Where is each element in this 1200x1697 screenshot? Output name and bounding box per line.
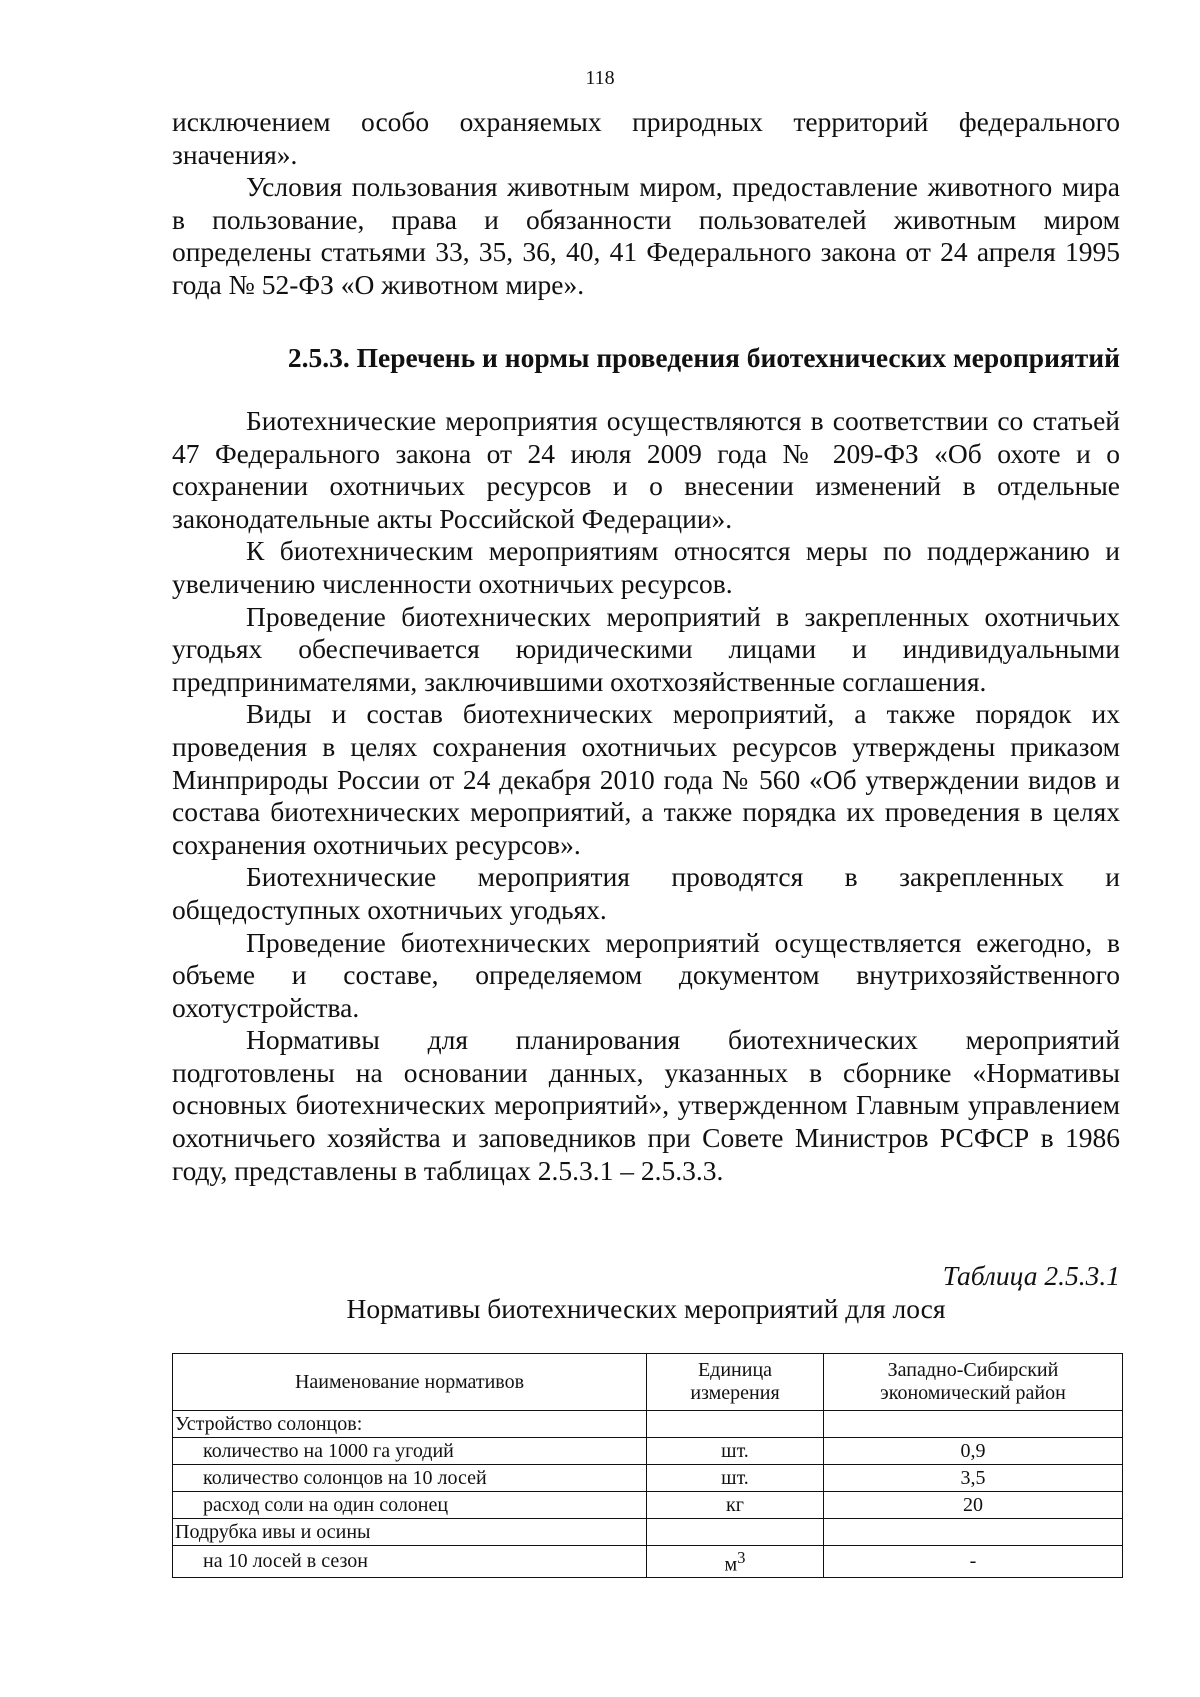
row-unit: шт. bbox=[647, 1465, 824, 1492]
paragraph: исключением особо охраняемых природных территорий федерального значения». bbox=[172, 106, 1120, 170]
row-unit bbox=[647, 1411, 824, 1438]
table-row bbox=[173, 1465, 1123, 1492]
header-unit-line1: Единица bbox=[697, 1359, 773, 1381]
table-row bbox=[173, 1519, 1123, 1546]
table-row bbox=[173, 1546, 1123, 1578]
row-name: количество на 1000 га угодий bbox=[173, 1438, 647, 1465]
paragraph: Условия пользования животным миром, предоставление животного мира в пользование, права и обязанности пользователей животным миром определены статьями 33, 35, 36, 40, 41 Федерального закона от 24 апреля 1995 года № 52-ФЗ «О животном мире». bbox=[172, 171, 1120, 300]
intro-text-block bbox=[172, 106, 1120, 302]
row-name: расход соли на один солонец bbox=[173, 1492, 647, 1519]
unit-superscript: 3 bbox=[737, 1548, 746, 1567]
row-value: 0,9 bbox=[824, 1438, 1123, 1465]
section-heading: 2.5.3. Перечень и нормы проведения биотехнических мероприятий bbox=[287, 342, 1120, 373]
main-text-block bbox=[172, 405, 1120, 1187]
row-name: Устройство солонцов: bbox=[173, 1411, 647, 1438]
table-row bbox=[173, 1411, 1123, 1438]
header-region-line1: Западно-Сибирский bbox=[887, 1359, 1059, 1381]
row-name: количество солонцов на 10 лосей bbox=[173, 1465, 647, 1492]
row-unit: кг bbox=[647, 1492, 824, 1519]
table-header-row bbox=[173, 1354, 1123, 1411]
paragraph: К биотехническим мероприятиям относятся меры по поддержанию и увеличению численности охотничьих ресурсов. bbox=[172, 535, 1120, 599]
row-name: на 10 лосей в сезон bbox=[173, 1546, 647, 1578]
row-unit: м bbox=[724, 1553, 738, 1576]
row-unit-cell bbox=[647, 1546, 824, 1578]
table-title: Нормативы биотехнических мероприятий для лося bbox=[346, 1293, 946, 1324]
row-unit: шт. bbox=[647, 1438, 824, 1465]
header-region bbox=[824, 1354, 1123, 1411]
header-region-line2: экономический район bbox=[880, 1382, 1066, 1404]
row-unit bbox=[647, 1519, 824, 1546]
row-value bbox=[824, 1519, 1123, 1546]
paragraph: Проведение биотехнических мероприятий осуществляется ежегодно, в объеме и составе, определяемом документом внутрихозяйственного охотустройства. bbox=[172, 926, 1120, 1023]
paragraph: Нормативы для планирования биотехнических мероприятий подготовлены на основании данных, указанных в сборнике «Нормативы основных биотехнических мероприятий», утвержденном Главным управлением охотничьего хозяйства и заповедников при Совете Министров РСФСР в 1986 году, представлены в таблицах 2.5.3.1 – 2.5.3.3. bbox=[172, 1024, 1120, 1186]
table-row bbox=[173, 1438, 1123, 1465]
paragraph: Биотехнические мероприятия проводятся в закрепленных и общедоступных охотничьих угодьях. bbox=[172, 861, 1120, 925]
row-value: - bbox=[824, 1546, 1123, 1578]
page-number: 118 bbox=[585, 67, 615, 89]
norms-table bbox=[172, 1353, 1123, 1578]
paragraph: Биотехнические мероприятия осуществляются в соответствии со статьей 47 Федерального закона от 24 июля 2009 года № 209-ФЗ «Об охоте и о сохранении охотничьих ресурсов и о внесении изменений в отдельные законодательные акты Российской Федерации». bbox=[172, 405, 1120, 534]
row-value: 3,5 bbox=[824, 1465, 1123, 1492]
row-value: 20 bbox=[824, 1492, 1123, 1519]
row-value bbox=[824, 1411, 1123, 1438]
table-caption: Таблица 2.5.3.1 bbox=[942, 1260, 1120, 1291]
paragraph: Виды и состав биотехнических мероприятий, а также порядок их проведения в целях сохранения охотничьих ресурсов утверждены приказом Минприроды России от 24 декабря 2010 года № 560 «Об утверждении видов и состава биотехнических мероприятий, а также порядка их проведения в целях сохранения охотничьих ресурсов». bbox=[172, 698, 1120, 860]
paragraph: Проведение биотехнических мероприятий в закрепленных охотничьих угодьях обеспечивается юридическими лицами и индивидуальными предпринимателями, заключившими охотхозяйственные соглашения. bbox=[172, 600, 1120, 697]
header-name: Наименование нормативов bbox=[173, 1354, 647, 1411]
header-unit-line2: измерения bbox=[690, 1382, 780, 1404]
header-unit bbox=[647, 1354, 824, 1411]
row-name: Подрубка ивы и осины bbox=[173, 1519, 647, 1546]
table-row bbox=[173, 1492, 1123, 1519]
